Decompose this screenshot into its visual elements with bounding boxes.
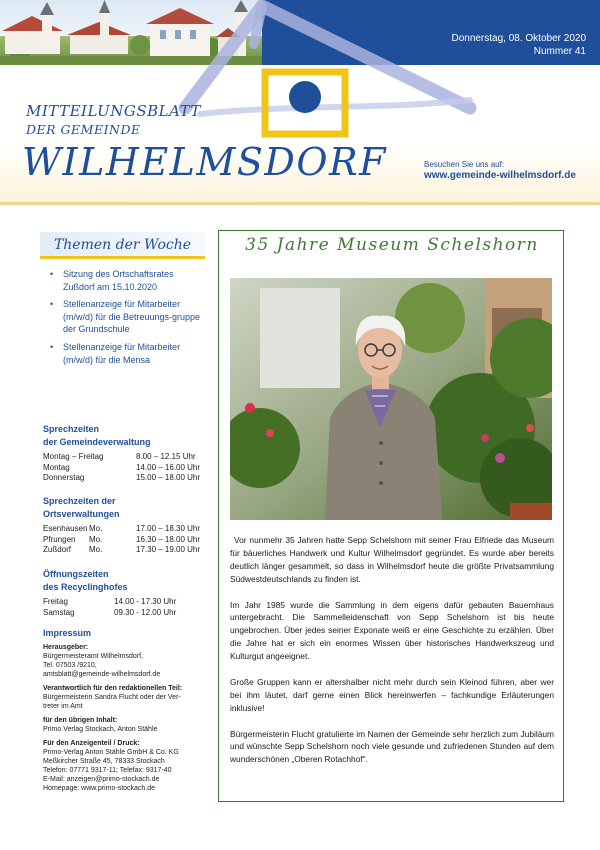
portrait-photo: [230, 278, 552, 520]
impressum-line: Meßkircher Straße 45, 78333 Stockach: [43, 757, 165, 765]
recyclinghof-hours: [43, 568, 208, 618]
impressum-line: Primo-Verlag Anton Stähle GmbH & Co. KG: [43, 748, 179, 756]
impressum-email[interactable]: amtsblatt@gemeinde-wilhelmsdorf.de: [43, 670, 161, 678]
section-heading: Ortsverwaltungen: [43, 508, 120, 519]
table-row: Freitag 14.00 - 17.30 Uhr: [43, 597, 177, 606]
section-heading: des Recyclinghofes: [43, 581, 128, 592]
table-row: Montag – Freitag 8.00 – 12.15 Uhr: [43, 452, 196, 461]
table-row: Donnerstag 15.00 – 18.00 Uhr: [43, 473, 201, 482]
table-row: Esenhausen Mo. 17.00 – 18.30 Uhr: [43, 524, 201, 533]
article-title: 35 Jahre Museum Schelshorn: [245, 235, 539, 255]
impressum-line: Bürgermeisteramt Wilhelmsdorf,: [43, 652, 143, 660]
section-heading: Sprechzeiten der: [43, 496, 116, 506]
impressum-line: treter im Amt: [43, 702, 83, 710]
list-item[interactable]: • Sitzung des Ortschaftsrates Zußdorf am 15.10.2020: [50, 269, 174, 292]
article-paragraph: Große Gruppen kann er altershalber nicht mehr durch sein Kleinod führen, aber wer bei ihm läutet, darf gerne einen Blick hereinwerfen – fachkundige Erläuterungen inklusive!: [230, 676, 554, 713]
impressum-heading: Impressum: [43, 628, 92, 638]
list-item[interactable]: • Stellenanzeige für Mitarbeiter (m/w/d) für die Betreuungs-gruppe der Grundschule: [50, 299, 201, 335]
article-paragraph: Bürgermeisterin Flucht gratulierte im Namen der Gemeinde sehr herzlich zum Jubiläum und wünschte Sepp Schelshorn noch viele gesunde und zufriedenen Stunden auf dem wunderschönen „Oberen Rotachhof“.: [230, 728, 554, 765]
article-paragraph: Im Jahr 1985 wurde die Sammlung in dem eigens dafür gebauten Bauernhaus untergebracht. Die Sammelleidenschaft von Sepp Schelshorn ist bis heute ungebrochen. Über jedes seiner Exponate weiß er eine Geschichte zu erzählen. Über die Jahre hat er sich ein enormes Wissen über historisches Handwerkszeug und Kulturgut angeeignet.: [230, 599, 554, 662]
table-row: Samstag 09.30 - 12.00 Uhr: [43, 607, 177, 617]
table-row: Montag 14.00 – 16.00 Uhr: [43, 462, 201, 472]
list-item[interactable]: • Stellenanzeige für Mitarbeiter (m/w/d) für die Mensa: [50, 341, 181, 365]
impressum-email[interactable]: E-Mail: anzeigen@primo-stockach.de: [43, 775, 160, 783]
section-heading: Sprechzeiten: [43, 424, 100, 434]
table-row: Pfrungen Mo. 16.30 – 18.00 Uhr: [43, 534, 201, 544]
bullet-icon: •: [50, 269, 54, 279]
impressum-line: Telefon: 07771 9317-11; Telefax: 9317-40: [43, 766, 172, 774]
bullet-icon: •: [50, 341, 54, 352]
office-hours-table: [43, 524, 208, 556]
table-row: Zußdorf Mo. 17.30 – 19.00 Uhr: [43, 545, 201, 554]
impressum-line: Tel. 07503 /9210,: [43, 661, 97, 669]
themen-heading: Themen der Woche: [40, 232, 205, 259]
masthead-title: WILHELMSDORF: [22, 140, 387, 184]
article-body: [230, 534, 554, 779]
impressum-homepage[interactable]: Homepage: www.primo-stockach.de: [43, 784, 156, 792]
office-hours-table: [43, 597, 208, 618]
bullet-icon: •: [50, 299, 54, 310]
sprechzeiten-ortsverwaltungen: [43, 495, 208, 556]
article-photo: [230, 278, 552, 520]
impressum-label: für den übrigen Inhalt:: [43, 716, 118, 724]
impressum-line: Primo Verlag Stockach, Anton Stähle: [43, 725, 158, 733]
impressum-label: Herausgeber:: [43, 643, 89, 651]
sidebar-themen: [40, 232, 210, 371]
article-paragraph: Vor nunmehr 35 Jahren hatte Sepp Schelshorn mit seiner Frau Elfriede das Museum für bäuerliches Handwerk und Kultur Wilhelmsdorf gegründet. Es wurde aber bereits deutlich länger gesammelt, so dass in Wilhelmsdorf heute die größte Privatsammlung Südwestdeutschlands zu finden ist.: [230, 535, 554, 584]
website-link[interactable]: www.gemeinde-wilhelmsdorf.de: [424, 170, 576, 181]
section-heading: Öffnungszeiten: [43, 569, 109, 579]
impressum-label: Für den Anzeigenteil / Druck:: [43, 739, 140, 747]
themen-list: [40, 268, 205, 366]
section-heading: der Gemeindeverwaltung: [43, 436, 151, 447]
impressum-label: Verantwortlich für den redaktionellen Teil:: [43, 684, 183, 692]
website-label: Besuchen Sie uns auf:: [424, 160, 505, 169]
office-hours-table: [43, 452, 208, 484]
issue-number: Nummer 41: [533, 46, 586, 57]
issue-date: Donnerstag, 08. Oktober 2020: [451, 33, 586, 44]
masthead-subtitle: MITTEILUNGSBLATT: [26, 102, 201, 120]
impressum: [43, 627, 208, 793]
impressum-line: Bürgermeisterin Sandra Flucht oder der Ver-: [43, 693, 181, 701]
sprechzeiten-gemeinde: [43, 423, 208, 484]
masthead-subtitle-2: DER GEMEINDE: [26, 122, 141, 137]
article-museum: [218, 230, 564, 802]
masthead: [0, 0, 600, 205]
